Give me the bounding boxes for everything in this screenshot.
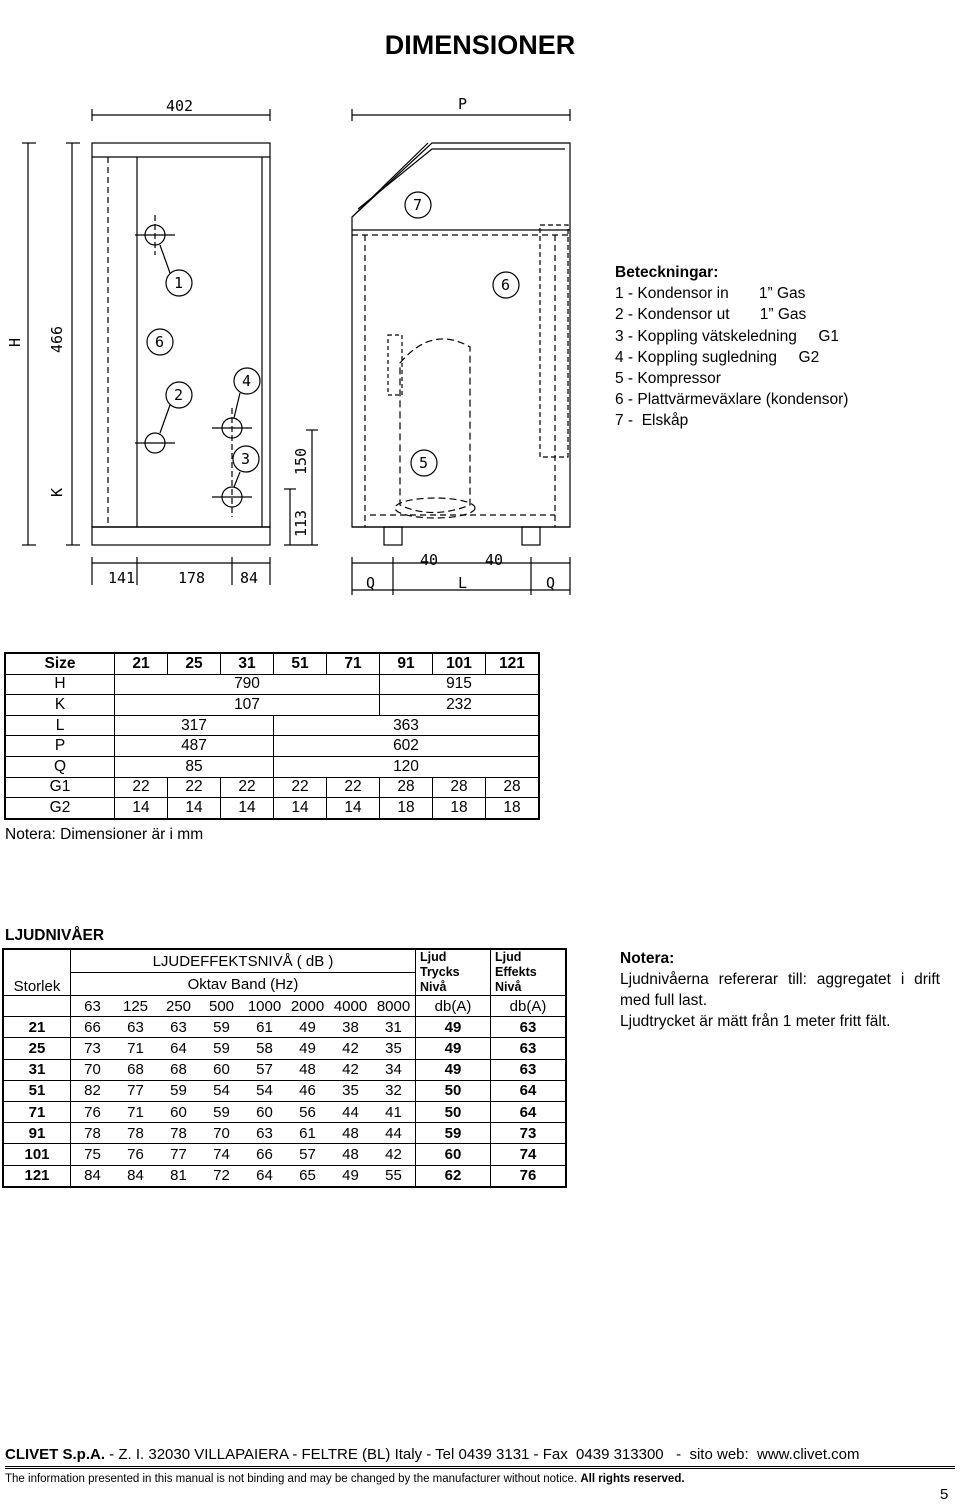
dimensions-note: Notera: Dimensioner är i mm bbox=[5, 826, 204, 843]
dim-40-right: 40 bbox=[485, 551, 504, 569]
band-value-cell: 77 bbox=[157, 1144, 200, 1165]
band-value-cell: 77 bbox=[114, 1080, 157, 1101]
callout-6-left: 6 bbox=[155, 333, 165, 351]
callout-2: 2 bbox=[174, 386, 184, 404]
dim-141: 141 bbox=[108, 569, 136, 587]
table-header-cell: 71 bbox=[327, 653, 380, 674]
sound-note-line: Ljudnivåerna refererar till: aggregatet i drift med full last. bbox=[620, 971, 940, 1009]
size-cell: 25 bbox=[3, 1038, 71, 1059]
band-value-cell: 44 bbox=[372, 1123, 416, 1144]
table-cell bbox=[3, 996, 71, 1017]
table-cell: 22 bbox=[221, 777, 274, 798]
tryck-value-cell: 49 bbox=[416, 1017, 491, 1038]
table-header-cell: 250 bbox=[157, 996, 200, 1017]
dim-466: 466 bbox=[48, 325, 66, 353]
legend bbox=[615, 262, 848, 432]
band-value-cell: 76 bbox=[114, 1144, 157, 1165]
table-row bbox=[5, 798, 539, 819]
table-cell: L bbox=[5, 715, 115, 736]
band-value-cell: 64 bbox=[157, 1038, 200, 1059]
tryck-value-cell: 50 bbox=[416, 1080, 491, 1101]
table-row bbox=[5, 653, 539, 674]
table-header-cell: Size bbox=[5, 653, 115, 674]
table-cell: G1 bbox=[5, 777, 115, 798]
footer-company: CLIVET S.p.A. bbox=[5, 1446, 106, 1463]
tryck-label-line: Ljud bbox=[420, 950, 447, 964]
size-cell: 21 bbox=[3, 1017, 71, 1038]
band-value-cell: 44 bbox=[329, 1101, 372, 1122]
effekt-value-cell: 74 bbox=[491, 1144, 567, 1165]
dim-q-right: Q bbox=[546, 574, 556, 592]
page-number: 5 bbox=[940, 1486, 949, 1503]
band-value-cell: 49 bbox=[329, 1165, 372, 1187]
band-value-cell: 41 bbox=[372, 1101, 416, 1122]
table-cell: 14 bbox=[327, 798, 380, 819]
tryck-value-cell: 50 bbox=[416, 1101, 491, 1122]
dim-q-left: Q bbox=[366, 574, 376, 592]
dim-40-left: 40 bbox=[420, 551, 439, 569]
dim-84: 84 bbox=[240, 569, 259, 587]
table-header-cell: 125 bbox=[114, 996, 157, 1017]
effekt-label-line: Nivå bbox=[495, 980, 522, 994]
band-value-cell: 60 bbox=[243, 1101, 286, 1122]
band-value-cell: 64 bbox=[243, 1165, 286, 1187]
table-cell: 232 bbox=[380, 695, 540, 716]
effekt-label-line: Ljud bbox=[495, 950, 522, 964]
band-value-cell: 59 bbox=[200, 1101, 243, 1122]
table-cell: G2 bbox=[5, 798, 115, 819]
table-row bbox=[5, 695, 539, 716]
band-value-cell: 55 bbox=[372, 1165, 416, 1187]
tryck-value-cell: 49 bbox=[416, 1038, 491, 1059]
legend-item: 3 - Koppling vätskeledning G1 bbox=[615, 327, 840, 345]
left-view-outline bbox=[92, 143, 270, 527]
table-row bbox=[3, 1059, 566, 1080]
legend-item: 5 - Kompressor bbox=[615, 370, 721, 388]
table-cell: 22 bbox=[168, 777, 221, 798]
band-value-cell: 61 bbox=[286, 1123, 329, 1144]
band-value-cell: 78 bbox=[157, 1123, 200, 1144]
dimensions-table bbox=[4, 652, 540, 820]
size-cell: 121 bbox=[3, 1165, 71, 1187]
band-value-cell: 54 bbox=[200, 1080, 243, 1101]
table-cell: 18 bbox=[433, 798, 486, 819]
footer-rule bbox=[5, 1466, 955, 1469]
table-cell: 14 bbox=[274, 798, 327, 819]
effekt-value-cell: 64 bbox=[491, 1080, 567, 1101]
table-cell: 120 bbox=[274, 756, 540, 777]
band-value-cell: 59 bbox=[200, 1038, 243, 1059]
table-row bbox=[3, 949, 566, 973]
table-cell: K bbox=[5, 695, 115, 716]
band-value-cell: 70 bbox=[71, 1059, 115, 1080]
band-value-cell: 63 bbox=[114, 1017, 157, 1038]
band-value-cell: 74 bbox=[200, 1144, 243, 1165]
table-cell: 317 bbox=[115, 715, 274, 736]
band-value-cell: 63 bbox=[243, 1123, 286, 1144]
table-header-cell: 121 bbox=[486, 653, 540, 674]
effekt-value-cell: 63 bbox=[491, 1059, 567, 1080]
dim-178: 178 bbox=[178, 569, 206, 587]
table-cell: 915 bbox=[380, 674, 540, 695]
dim-k: K bbox=[48, 487, 66, 497]
band-value-cell: 84 bbox=[71, 1165, 115, 1187]
table-cell: 22 bbox=[327, 777, 380, 798]
band-value-cell: 57 bbox=[286, 1144, 329, 1165]
band-value-cell: 35 bbox=[329, 1080, 372, 1101]
band-value-cell: 78 bbox=[114, 1123, 157, 1144]
band-value-cell: 34 bbox=[372, 1059, 416, 1080]
band-value-cell: 63 bbox=[157, 1017, 200, 1038]
dim-402: 402 bbox=[166, 97, 194, 115]
dimension-drawing bbox=[0, 85, 600, 610]
band-value-cell: 48 bbox=[286, 1059, 329, 1080]
table-header-cell: 2000 bbox=[286, 996, 329, 1017]
legend-item: 7 - Elskåp bbox=[615, 412, 689, 430]
table-cell: 14 bbox=[168, 798, 221, 819]
band-value-cell: 76 bbox=[71, 1101, 115, 1122]
effekt-value-cell: 63 bbox=[491, 1017, 567, 1038]
dim-h: H bbox=[6, 337, 24, 347]
band-value-cell: 66 bbox=[71, 1017, 115, 1038]
table-cell: 602 bbox=[274, 736, 540, 757]
table-row bbox=[3, 1165, 566, 1187]
table-row bbox=[5, 756, 539, 777]
drawing-svg bbox=[0, 85, 600, 605]
effekt-header bbox=[491, 949, 567, 996]
sound-table bbox=[2, 948, 567, 1188]
table-cell: H bbox=[5, 674, 115, 695]
footer-address-text: - Z. I. 32030 VILLAPAIERA - FELTRE (BL) Italy - Tel 0439 3131 - Fax 0439 313300 - sito web: www.clivet.com bbox=[105, 1446, 860, 1463]
sound-table-body bbox=[3, 1017, 566, 1187]
table-cell: 28 bbox=[486, 777, 540, 798]
legend-item: 6 - Plattvärmeväxlare (kondensor) bbox=[615, 391, 849, 409]
footer-disclaimer-text: The information presented in this manual is not binding and may be changed by the manufacturer without notice. bbox=[5, 1473, 578, 1485]
size-cell: 51 bbox=[3, 1080, 71, 1101]
callout-7: 7 bbox=[413, 196, 423, 214]
band-value-cell: 68 bbox=[157, 1059, 200, 1080]
table-header-cell: 4000 bbox=[329, 996, 372, 1017]
band-value-cell: 71 bbox=[114, 1038, 157, 1059]
size-cell: 71 bbox=[3, 1101, 71, 1122]
effekt-value-cell: 63 bbox=[491, 1038, 567, 1059]
table-cell: 18 bbox=[380, 798, 433, 819]
band-value-cell: 68 bbox=[114, 1059, 157, 1080]
effekt-value-cell: 64 bbox=[491, 1101, 567, 1122]
table-cell: 85 bbox=[115, 756, 274, 777]
group-title-cell: LJUDEFFEKTSNIVÅ ( dB ) bbox=[71, 949, 416, 973]
storlek-header: Storlek bbox=[3, 949, 71, 996]
band-value-cell: 61 bbox=[243, 1017, 286, 1038]
size-cell: 101 bbox=[3, 1144, 71, 1165]
page-title: DIMENSIONER bbox=[384, 30, 576, 60]
legend-item: 1 - Kondensor in 1” Gas bbox=[615, 285, 806, 303]
band-value-cell: 56 bbox=[286, 1101, 329, 1122]
band-value-cell: 59 bbox=[200, 1017, 243, 1038]
band-value-cell: 75 bbox=[71, 1144, 115, 1165]
table-row bbox=[3, 1017, 566, 1038]
size-cell: 91 bbox=[3, 1123, 71, 1144]
dim-150: 150 bbox=[292, 447, 310, 475]
table-cell: 363 bbox=[274, 715, 540, 736]
footer-rights: All rights reserved. bbox=[580, 1473, 685, 1485]
table-header-cell: 51 bbox=[274, 653, 327, 674]
sound-note bbox=[620, 948, 940, 1032]
band-value-cell: 46 bbox=[286, 1080, 329, 1101]
footer-disclaimer bbox=[5, 1473, 685, 1485]
table-row bbox=[3, 1080, 566, 1101]
band-value-cell: 49 bbox=[286, 1038, 329, 1059]
footer-address bbox=[5, 1446, 860, 1463]
table-header-cell: 101 bbox=[433, 653, 486, 674]
band-value-cell: 31 bbox=[372, 1017, 416, 1038]
table-cell: P bbox=[5, 736, 115, 757]
band-value-cell: 57 bbox=[243, 1059, 286, 1080]
table-row bbox=[5, 736, 539, 757]
sound-note-title: Notera: bbox=[620, 950, 675, 967]
table-row bbox=[3, 1101, 566, 1122]
table-cell: 28 bbox=[433, 777, 486, 798]
band-value-cell: 35 bbox=[372, 1038, 416, 1059]
table-row bbox=[3, 996, 566, 1017]
tryck-value-cell: 49 bbox=[416, 1059, 491, 1080]
right-view-outline bbox=[352, 143, 570, 527]
band-value-cell: 60 bbox=[200, 1059, 243, 1080]
table-row bbox=[3, 1144, 566, 1165]
sound-note-line: Ljudtrycket är mätt från 1 meter fritt fält. bbox=[620, 1013, 891, 1030]
table-cell: 28 bbox=[380, 777, 433, 798]
callout-3: 3 bbox=[241, 450, 251, 468]
band-value-cell: 66 bbox=[243, 1144, 286, 1165]
table-row bbox=[5, 674, 539, 695]
legend-title: Beteckningar: bbox=[615, 264, 719, 281]
band-value-cell: 48 bbox=[329, 1144, 372, 1165]
table-cell: 790 bbox=[115, 674, 380, 695]
band-value-cell: 78 bbox=[71, 1123, 115, 1144]
callout-1: 1 bbox=[174, 274, 184, 292]
band-value-cell: 82 bbox=[71, 1080, 115, 1101]
band-value-cell: 42 bbox=[372, 1144, 416, 1165]
table-header-cell: 63 bbox=[71, 996, 115, 1017]
tryck-value-cell: 62 bbox=[416, 1165, 491, 1187]
table-cell: 14 bbox=[115, 798, 168, 819]
band-value-cell: 48 bbox=[329, 1123, 372, 1144]
band-value-cell: 42 bbox=[329, 1038, 372, 1059]
dim-p: P bbox=[458, 95, 468, 113]
dim-l: L bbox=[458, 574, 468, 592]
band-value-cell: 60 bbox=[157, 1101, 200, 1122]
band-value-cell: 58 bbox=[243, 1038, 286, 1059]
table-row bbox=[3, 1123, 566, 1144]
tryck-value-cell: 60 bbox=[416, 1144, 491, 1165]
table-cell: 487 bbox=[115, 736, 274, 757]
callout-5: 5 bbox=[419, 454, 429, 472]
table-cell: 14 bbox=[221, 798, 274, 819]
callout-4: 4 bbox=[242, 372, 252, 390]
band-value-cell: 71 bbox=[114, 1101, 157, 1122]
table-row bbox=[5, 777, 539, 798]
band-value-cell: 42 bbox=[329, 1059, 372, 1080]
band-value-cell: 73 bbox=[71, 1038, 115, 1059]
callout-6-right: 6 bbox=[501, 276, 511, 294]
table-row bbox=[3, 1038, 566, 1059]
table-cell: 107 bbox=[115, 695, 380, 716]
legend-item: 4 - Koppling sugledning G2 bbox=[615, 348, 820, 366]
table-header-cell: 25 bbox=[168, 653, 221, 674]
legend-item: 2 - Kondensor ut 1” Gas bbox=[615, 306, 807, 324]
sound-heading: LJUDNIVÅER bbox=[5, 927, 105, 944]
table-cell: Q bbox=[5, 756, 115, 777]
band-value-cell: 49 bbox=[286, 1017, 329, 1038]
band-value-cell: 54 bbox=[243, 1080, 286, 1101]
band-value-cell: 38 bbox=[329, 1017, 372, 1038]
tryck-label-line: Nivå bbox=[420, 980, 447, 994]
effekt-value-cell: 76 bbox=[491, 1165, 567, 1187]
band-value-cell: 81 bbox=[157, 1165, 200, 1187]
table-header-cell: 91 bbox=[380, 653, 433, 674]
band-value-cell: 32 bbox=[372, 1080, 416, 1101]
table-row bbox=[5, 715, 539, 736]
table-header-cell: db(A) bbox=[491, 996, 567, 1017]
size-cell: 31 bbox=[3, 1059, 71, 1080]
band-value-cell: 65 bbox=[286, 1165, 329, 1187]
table-cell: 22 bbox=[274, 777, 327, 798]
tryck-label-line: Trycks bbox=[420, 965, 460, 979]
table-header-cell: 1000 bbox=[243, 996, 286, 1017]
tryck-value-cell: 59 bbox=[416, 1123, 491, 1144]
band-value-cell: 72 bbox=[200, 1165, 243, 1187]
table-cell: 22 bbox=[115, 777, 168, 798]
tryck-header bbox=[416, 949, 491, 996]
band-value-cell: 84 bbox=[114, 1165, 157, 1187]
table-cell: 18 bbox=[486, 798, 540, 819]
table-header-cell: 21 bbox=[115, 653, 168, 674]
table-header-cell: 31 bbox=[221, 653, 274, 674]
table-header-cell: 8000 bbox=[372, 996, 416, 1017]
band-value-cell: 70 bbox=[200, 1123, 243, 1144]
band-value-cell: 59 bbox=[157, 1080, 200, 1101]
table-header-cell: 500 bbox=[200, 996, 243, 1017]
table-header-cell: db(A) bbox=[416, 996, 491, 1017]
effekt-value-cell: 73 bbox=[491, 1123, 567, 1144]
dim-113: 113 bbox=[292, 509, 310, 537]
band-title-cell: Oktav Band (Hz) bbox=[71, 973, 416, 996]
effekt-label-line: Effekts bbox=[495, 965, 537, 979]
